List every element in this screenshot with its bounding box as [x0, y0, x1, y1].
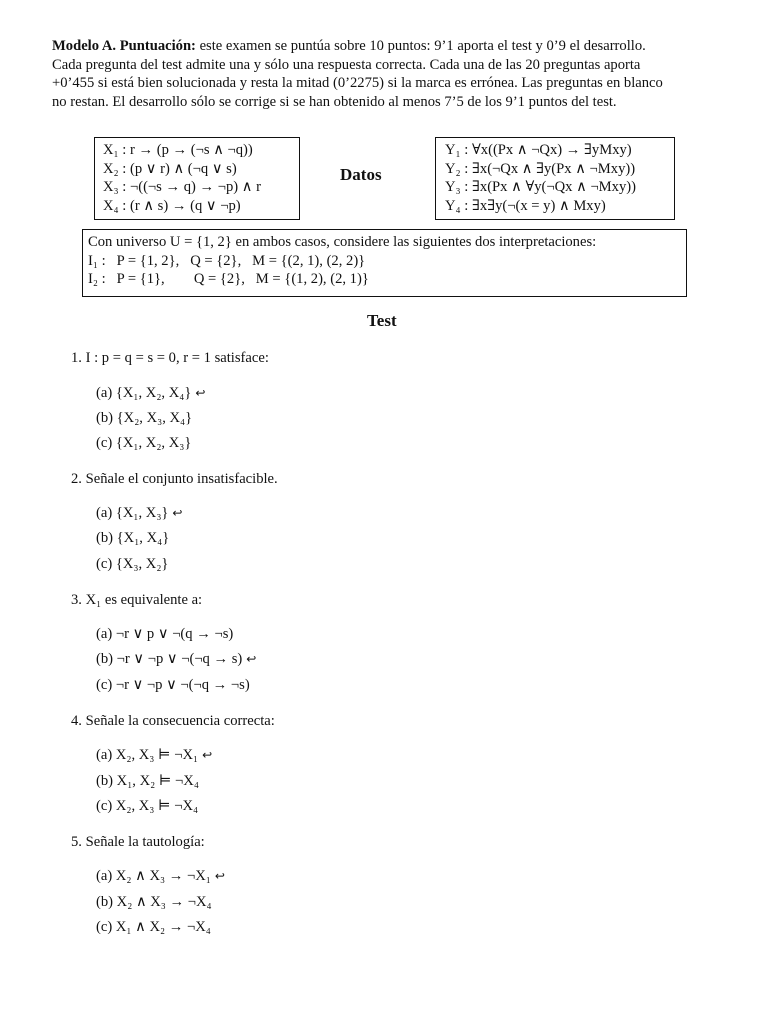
question-3-option-b[interactable] [96, 650, 256, 668]
question-1-option-a[interactable] [96, 384, 205, 402]
question-3: 3. X₁ es equivalente a: [71, 592, 203, 608]
answer-mark-icon: ↩ [214, 869, 225, 883]
formula-x4: X₄ : (r ∧ s) → (q ∨ ¬p) [103, 197, 241, 214]
formula-y1: Y₁ : ∀x((Px ∧ ¬Qx) → ∃yMxy) [445, 142, 632, 158]
intro-line [52, 37, 718, 56]
interpretations-box [82, 229, 687, 297]
option-label: (c) X₁ ∧ X₂ → ¬X₄ [96, 919, 211, 935]
question-4-option-c[interactable] [96, 797, 198, 815]
option-label: (b) ¬r ∨ ¬p ∨ ¬(¬q → s) [96, 651, 243, 667]
question-2-option-c[interactable] [96, 555, 168, 573]
interpretations-header: Con universo U = {1, 2} en ambos casos, considere las siguientes dos interpretaciones: [88, 234, 597, 250]
formula-x2: X₂ : (p ∨ r) ∧ (¬q ∨ s) [103, 160, 237, 177]
question-5: 5. Señale la tautología: [71, 834, 205, 850]
interpretation-i2: I₂ : P = {1}, Q = {2}, M = {(1, 2), (2, 1)} [88, 271, 369, 287]
intro-line: no restan. El desarrollo sólo se corrige si se han obtenido al menos 7’5 de los 9’1 puntos del test. [52, 93, 617, 110]
question-1-option-c[interactable] [96, 434, 191, 452]
question-5-option-a[interactable] [96, 867, 225, 885]
question-1-option-b[interactable] [96, 409, 192, 427]
formula-x3: X₃ : ¬((¬s → q) → ¬p) ∧ r [103, 179, 262, 195]
option-label: (b) {X₂, X₃, X₄} [96, 410, 193, 426]
answer-mark-icon: ↩ [246, 652, 257, 666]
option-label: (c) ¬r ∨ ¬p ∨ ¬(¬q → ¬s) [96, 677, 250, 693]
test-title: Test [367, 311, 397, 330]
question-4: 4. Señale la consecuencia correcta: [71, 713, 275, 729]
question-2-option-a[interactable] [96, 504, 182, 522]
question-2-option-b[interactable] [96, 529, 169, 547]
question-5-option-b[interactable] [96, 893, 212, 911]
question-2: 2. Señale el conjunto insatisfacible. [71, 471, 278, 487]
question-3-option-a[interactable] [96, 625, 233, 643]
option-label: (a) {X₁, X₂, X₄} [96, 385, 192, 401]
predicate-formulas-box [435, 137, 675, 220]
option-label: (a) {X₁, X₃} [96, 505, 169, 521]
answer-mark-icon: ↩ [195, 386, 206, 400]
propositional-formulas-box [94, 137, 300, 220]
formula-x1: X₁ : r → (p → (¬s ∧ ¬q)) [103, 142, 253, 158]
intro-text: este examen se puntúa sobre 10 puntos: 9’1 aporta el test y 0’9 el desarrollo. [195, 38, 646, 54]
question-3-option-c[interactable] [96, 676, 250, 694]
question-5-option-c[interactable] [96, 918, 211, 936]
formula-y3: Y₃ : ∃x(Px ∧ ∀y(¬Qx ∧ ¬Mxy)) [445, 179, 636, 195]
option-label: (a) X₂, X₃ ⊨ ¬X₁ [96, 747, 199, 763]
answer-mark-icon: ↩ [202, 748, 213, 762]
option-label: (c) {X₁, X₂, X₃} [96, 435, 192, 451]
option-label: (c) X₂, X₃ ⊨ ¬X₄ [96, 798, 199, 814]
intro-line: +0’455 si está bien solucionada y resta la mitad (0’2275) si la marca es errónea. Las preguntas en blanco [52, 75, 663, 91]
intro-heading: Modelo A. Puntuación: [52, 38, 196, 54]
intro-paragraph [52, 37, 718, 111]
option-label: (b) X₂ ∧ X₃ → ¬X₄ [96, 894, 212, 910]
formula-y2: Y₂ : ∃x(¬Qx ∧ ∃y(Px ∧ ¬Mxy)) [445, 160, 636, 177]
option-label: (a) X₂ ∧ X₃ → ¬X₁ [96, 868, 211, 884]
question-4-option-a[interactable] [96, 746, 212, 764]
formula-y4: Y₄ : ∃x∃y(¬(x = y) ∧ Mxy) [445, 197, 606, 214]
question-1: 1. I : p = q = s = 0, r = 1 satisface: [71, 350, 269, 366]
option-label: (b) {X₁, X₄} [96, 530, 170, 546]
question-4-option-b[interactable] [96, 772, 199, 790]
answer-mark-icon: ↩ [172, 506, 183, 520]
datos-title: Datos [340, 165, 382, 184]
option-label: (a) ¬r ∨ p ∨ ¬(q → ¬s) [96, 626, 234, 642]
option-label: (b) X₁, X₂ ⊨ ¬X₄ [96, 773, 199, 789]
intro-line: Cada pregunta del test admite una y sólo una respuesta correcta. Cada una de las 20 preguntas aporta [52, 56, 641, 73]
interpretation-i1: I₁ : P = {1, 2}, Q = {2}, M = {(2, 1), (2, 2)} [88, 252, 366, 269]
option-label: (c) {X₃, X₂} [96, 556, 169, 572]
